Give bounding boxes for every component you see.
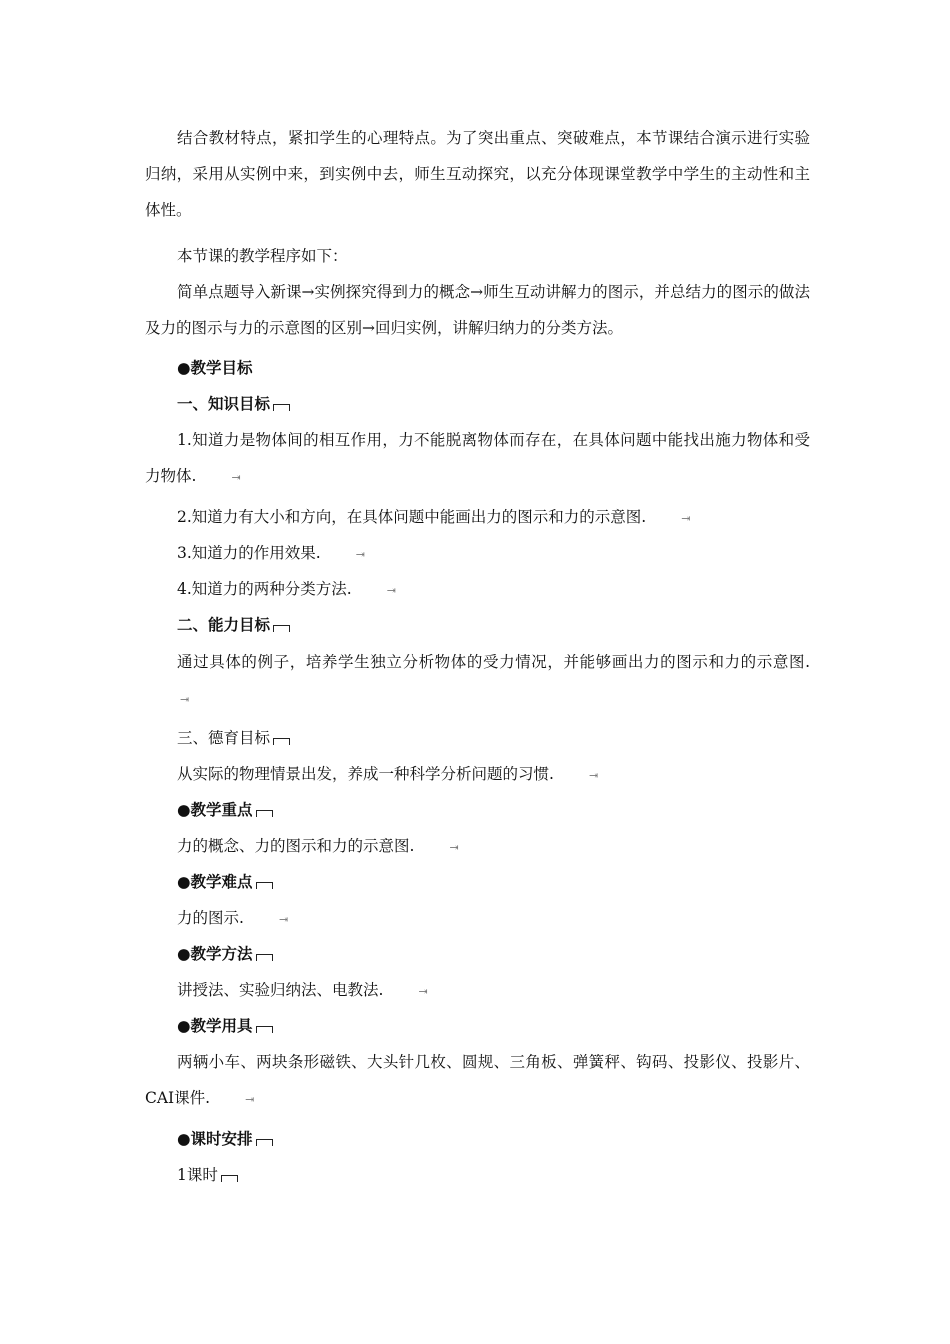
list-mark-icon: ⇥	[355, 548, 364, 561]
line-break-mark-icon	[256, 1026, 273, 1033]
list-mark-icon: ⇥	[449, 841, 458, 854]
line-break-mark-icon	[256, 1139, 273, 1146]
line-break-mark-icon	[273, 625, 290, 632]
methods-text	[145, 980, 810, 1002]
list-mark-icon: ⇥	[245, 1093, 254, 1106]
list-mark-icon: ⇥	[386, 584, 395, 597]
tools-heading	[145, 1016, 810, 1036]
knowledge-item-4-text: 4.知道力的两种分类方法.	[177, 580, 352, 598]
knowledge-item-3	[145, 543, 810, 565]
knowledge-item-4	[145, 579, 810, 601]
difficulties-heading	[145, 872, 810, 892]
key-points-heading-text: ●教学重点	[177, 800, 253, 819]
list-mark-icon: ⇥	[681, 512, 690, 525]
ability-text: 通过具体的例子，培养学生独立分析物体的受力情况，并能够画出力的图示和力的示意图.	[177, 653, 810, 671]
knowledge-item-1-text: 1.知道力是物体间的相互作用，力不能脱离物体而存在，在具体问题中能找出施力物体和受力物体.	[145, 431, 810, 485]
methods-content: 讲授法、实验归纳法、电教法.	[177, 981, 384, 999]
moral-text	[145, 764, 810, 786]
knowledge-item-3-text: 3.知道力的作用效果.	[177, 544, 321, 562]
line-break-mark-icon	[273, 738, 290, 745]
difficulties-heading-text: ●教学难点	[177, 872, 253, 891]
tools-content: 两辆小车、两块条形磁铁、大头针几枚、圆规、三角板、弹簧秤、钩码、投影仪、投影片、CAI课件.	[145, 1053, 810, 1107]
list-mark-icon: ⇥	[180, 693, 189, 706]
moral-heading	[145, 728, 810, 748]
tools-heading-text: ●教学用具	[177, 1016, 253, 1035]
line-break-mark-icon	[256, 954, 273, 961]
key-points-heading	[145, 800, 810, 820]
list-mark-icon: ⇥	[278, 913, 288, 926]
intro-paragraph	[145, 120, 810, 228]
procedure-label	[145, 246, 810, 266]
knowledge-item-1	[145, 422, 810, 496]
moral-text-content: 从实际的物理情景出发，养成一种科学分析问题的习惯.	[177, 765, 554, 783]
difficulties-text	[145, 908, 810, 930]
list-mark-icon: ⇥	[231, 471, 240, 484]
list-mark-icon: ⇥	[588, 769, 598, 782]
objectives-heading-text: ●教学目标	[177, 358, 253, 377]
ability-heading	[145, 615, 810, 635]
schedule-heading	[145, 1129, 810, 1149]
schedule-content: 1课时	[177, 1166, 218, 1184]
list-mark-icon: ⇥	[418, 985, 427, 998]
procedure-paragraph	[145, 274, 810, 346]
line-break-mark-icon	[273, 404, 290, 411]
knowledge-item-2	[145, 507, 810, 529]
procedure-label-text: 本节课的教学程序如下：	[177, 247, 348, 265]
difficulties-content: 力的图示.	[177, 909, 244, 927]
line-break-mark-icon	[256, 810, 273, 817]
objectives-heading	[145, 358, 810, 378]
line-break-mark-icon	[256, 882, 273, 889]
moral-heading-text: 三、德育目标	[177, 729, 271, 747]
procedure-text: 简单点题导入新课→实例探究得到力的概念→师生互动讲解力的图示，并总结力的图示的做法及力的图示与力的示意图的区别→回归实例，讲解归纳力的分类方法。	[145, 283, 810, 337]
schedule-text	[145, 1165, 810, 1185]
schedule-heading-text: ●课时安排	[177, 1129, 253, 1148]
ability-paragraph	[145, 644, 810, 718]
key-points-content: 力的概念、力的图示和力的示意图.	[177, 837, 415, 855]
ability-heading-text: 二、能力目标	[177, 615, 271, 634]
methods-heading	[145, 944, 810, 964]
intro-paragraph-text: 结合教材特点，紧扣学生的心理特点。为了突出重点、突破难点，本节课结合演示进行实验归纳，采用从实例中来，到实例中去，师生互动探究，以充分体现课堂教学中学生的主动性和主体性。	[145, 129, 810, 219]
line-break-mark-icon	[221, 1175, 238, 1182]
knowledge-heading	[145, 394, 810, 414]
tools-paragraph	[145, 1044, 810, 1118]
methods-heading-text: ●教学方法	[177, 944, 253, 963]
knowledge-heading-text: 一、知识目标	[177, 394, 271, 413]
knowledge-item-2-text: 2.知道力有大小和方向，在具体问题中能画出力的图示和力的示意图.	[177, 508, 647, 526]
key-points-text	[145, 836, 810, 858]
